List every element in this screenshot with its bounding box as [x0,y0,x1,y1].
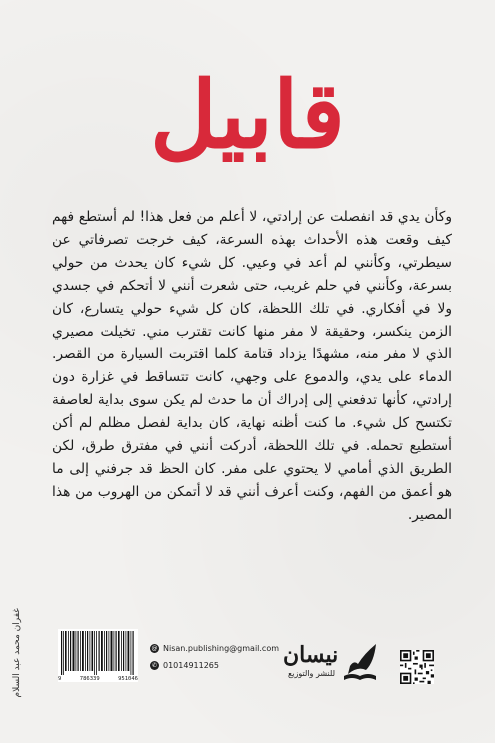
barcode-number [58,676,138,682]
synopsis-paragraph: وكأن يدي قد انفصلت عن إرادتي، لا أعلم من فعل هذا! لم أستطع فهم كيف وقعت هذه الأحداث بهذه السرعة، كيف خرجت تصرفاتي عن سيطرتي، وكأنني لم أعد في وعيي. كل شيء كان يحدث من حولي بسرعة، وكأنني في حلم غريب، حتى شعرت أنني لا أتحكم في جسدي ولا في أفكاري. في تلك اللحظة، كان كل شيء حولي يتسارع، كان الزمن ينكسر، وحقيقة لا مفر منها كانت تقترب مني. تخيلت مصيري الذي لا مفر منه، مشهدًا يزداد قتامة كلما اقتربت السيارة من القصر. الدماء على يدي، والدموع على وجهي، كانت تتساقط في غزارة دون إرادتي، كأنها تدفعني إلى إدراك أن ما حدث لم يكن سوى بداية لعاصفة تكتسح كل شيء. ما كنت أظنه نهاية، كان بداية لفصل مظلم لم أكن أستطيع تحمله. في تلك اللحظة، أدركت أنني في مفترق طرق، لكن الطريق الذي أمامي لا يحتوي على مفر. كان الحظ قد جرفني إلى ما هو أعمق من الفهم، وكنت أعرف أنني قد لا أتمكن من الهروب من هذا المصير. [52,209,452,523]
phone-row [150,661,279,670]
at-icon: @ [151,645,158,652]
barcode-digit-group-1: 786339 [79,676,100,682]
barcode-digit-lead: 9 [58,676,62,682]
publisher-subtitle: للنشر والتوزيع [288,669,336,678]
book-title: قابيل [149,61,346,169]
barcode-icon [58,629,138,677]
email-text: Nisan.publishing@gmail.com [163,644,280,653]
phone-icon: ✆ [151,662,158,669]
barcode-digit-group-2: 951046 [118,676,138,682]
phone-text: 01014911265 [163,661,219,670]
qr-code-icon [400,650,434,684]
email-row [150,644,279,653]
publisher-name: نيسان [283,642,339,668]
contact-info [150,644,279,678]
author-name: غفران محمد عبد السلام [12,608,22,698]
